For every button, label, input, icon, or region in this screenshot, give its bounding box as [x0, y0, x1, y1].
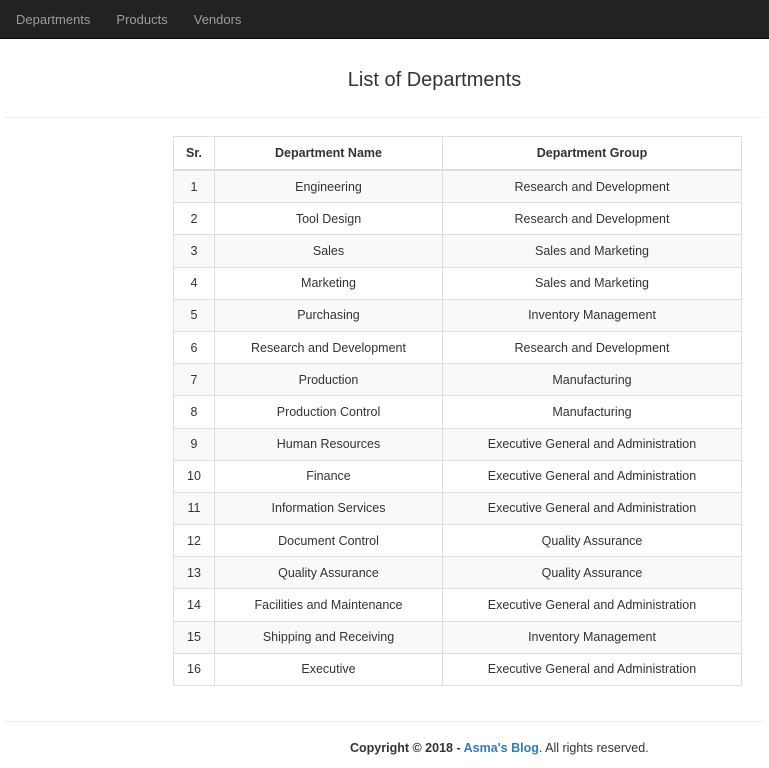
- table-row: [174, 170, 742, 203]
- cell-sr: 11: [174, 492, 215, 524]
- cell-department-group: Quality Assurance: [443, 557, 742, 589]
- cell-sr: 4: [174, 267, 215, 299]
- cell-department-group: Executive General and Administration: [443, 653, 742, 685]
- cell-department-group: Manufacturing: [443, 364, 742, 396]
- cell-department-group: Executive General and Administration: [443, 428, 742, 460]
- cell-sr: 14: [174, 589, 215, 621]
- column-header-department-group: Department Group: [443, 137, 742, 171]
- cell-department-group: Executive General and Administration: [443, 460, 742, 492]
- cell-department-name: Research and Development: [215, 331, 443, 363]
- table-row: [174, 299, 742, 331]
- table-row: [174, 364, 742, 396]
- cell-department-name: Production Control: [215, 396, 443, 428]
- cell-department-name: Quality Assurance: [215, 557, 443, 589]
- cell-sr: 1: [174, 170, 215, 203]
- cell-sr: 6: [174, 331, 215, 363]
- cell-department-name: Engineering: [215, 170, 443, 203]
- cell-department-group: Sales and Marketing: [443, 235, 742, 267]
- cell-department-group: Research and Development: [443, 203, 742, 235]
- cell-department-group: Sales and Marketing: [443, 267, 742, 299]
- cell-sr: 12: [174, 525, 215, 557]
- cell-sr: 8: [174, 396, 215, 428]
- cell-department-group: Research and Development: [443, 170, 742, 203]
- cell-department-group: Inventory Management: [443, 621, 742, 653]
- table-row: [174, 492, 742, 524]
- table-row: [174, 460, 742, 492]
- cell-sr: 9: [174, 428, 215, 460]
- cell-sr: 2: [174, 203, 215, 235]
- footer-copyright: Copyright © 2018 -: [350, 741, 464, 755]
- page-title: List of Departments: [347, 69, 522, 91]
- table-row: [174, 428, 742, 460]
- table-row: [174, 396, 742, 428]
- table-row: [174, 621, 742, 653]
- cell-department-name: Marketing: [215, 267, 443, 299]
- footer-divider: [4, 721, 765, 722]
- cell-department-name: Purchasing: [215, 299, 443, 331]
- cell-department-name: Facilities and Maintenance: [215, 589, 443, 621]
- cell-sr: 3: [174, 235, 215, 267]
- cell-department-name: Tool Design: [215, 203, 443, 235]
- cell-sr: 10: [174, 460, 215, 492]
- table-row: [174, 525, 742, 557]
- departments-table: [173, 136, 742, 686]
- cell-sr: 7: [174, 364, 215, 396]
- cell-department-name: Shipping and Receiving: [215, 621, 443, 653]
- cell-department-group: Quality Assurance: [443, 525, 742, 557]
- table-row: [174, 557, 742, 589]
- cell-department-name: Sales: [215, 235, 443, 267]
- table-header: [174, 137, 742, 171]
- column-header-department-name: Department Name: [215, 137, 443, 171]
- title-divider: [4, 117, 765, 118]
- cell-sr: 15: [174, 621, 215, 653]
- table-row: [174, 235, 742, 267]
- column-header-sr: Sr.: [174, 137, 215, 171]
- cell-department-name: Document Control: [215, 525, 443, 557]
- table-row: [174, 653, 742, 685]
- cell-sr: 16: [174, 653, 215, 685]
- cell-department-group: Executive General and Administration: [443, 589, 742, 621]
- footer-rights: . All rights reserved.: [538, 741, 649, 755]
- cell-department-group: Manufacturing: [443, 396, 742, 428]
- top-navbar: [0, 0, 769, 39]
- cell-department-name: Human Resources: [215, 428, 443, 460]
- cell-department-name: Information Services: [215, 492, 443, 524]
- cell-department-name: Executive: [215, 653, 443, 685]
- table-row: [174, 589, 742, 621]
- table-row: [174, 331, 742, 363]
- cell-department-group: Inventory Management: [443, 299, 742, 331]
- table-row: [174, 203, 742, 235]
- table-row: [174, 267, 742, 299]
- cell-department-group: Executive General and Administration: [443, 492, 742, 524]
- footer: [350, 741, 649, 755]
- table-header-row: [174, 137, 742, 171]
- footer-blog-link[interactable]: Asma's Blog: [463, 741, 539, 755]
- cell-sr: 13: [174, 557, 215, 589]
- nav-link-departments[interactable]: Departments: [16, 11, 91, 27]
- cell-department-name: Production: [215, 364, 443, 396]
- cell-sr: 5: [174, 299, 215, 331]
- departments-table-container: [173, 136, 741, 686]
- table-body: [174, 170, 742, 686]
- cell-department-group: Research and Development: [443, 331, 742, 363]
- nav-link-vendors[interactable]: Vendors: [193, 11, 242, 27]
- nav-link-products[interactable]: Products: [116, 11, 168, 27]
- cell-department-name: Finance: [215, 460, 443, 492]
